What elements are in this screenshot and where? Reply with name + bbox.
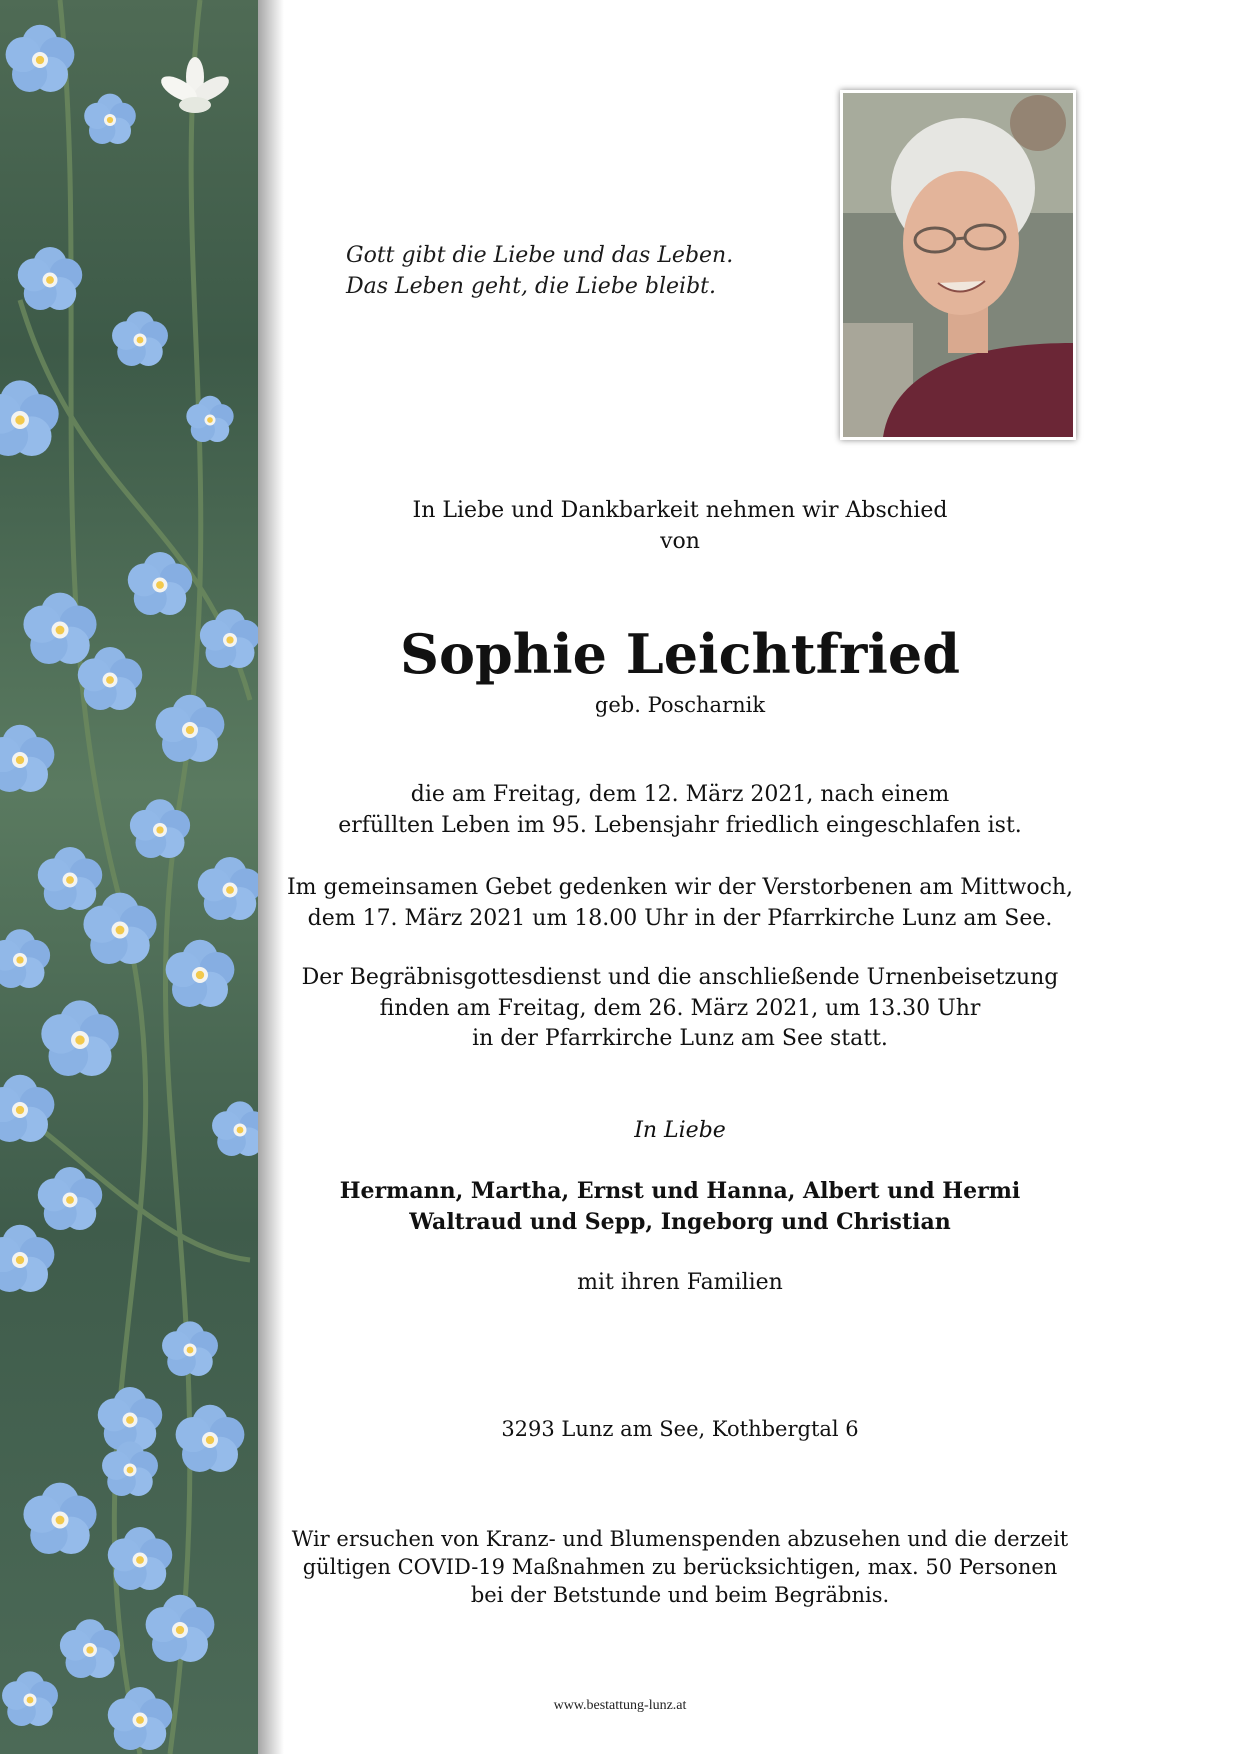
floral-side-panel <box>0 0 258 1754</box>
memorial-quote <box>346 240 746 302</box>
family-line: Waltraud und Sepp, Ingeborg und Christian <box>409 1208 951 1235</box>
paragraph-line: die am Freitag, dem 12. März 2021, nach einem <box>410 782 950 807</box>
panel-shadow <box>258 0 284 1754</box>
in-love-heading: In Liebe <box>634 1118 726 1143</box>
paragraph-line: erfüllten Leben im 95. Lebensjahr friedlich eingeschlafen ist. <box>338 812 1022 838</box>
covid-notice <box>284 1525 1076 1609</box>
family-line: Hermann, Martha, Ernst und Hanna, Albert und Hermi <box>339 1178 1021 1204</box>
paragraph-line: Im gemeinsamen Gebet gedenken wir der Verstorbenen am Mittwoch, <box>286 875 1074 900</box>
paragraph-line: dem 17. März 2021 um 18.00 Uhr in der Pfarrkirche Lunz am See. <box>307 905 1053 931</box>
deceased-name: Sophie Leichtfried <box>400 622 960 686</box>
portrait-photo <box>840 90 1076 440</box>
notice-line: gültigen COVID-19 Maßnahmen zu berücksichtigen, max. 50 Personen <box>302 1555 1058 1579</box>
paragraph-line: Der Begräbnisgottesdienst und die anschließende Urnenbeisetzung <box>301 965 1059 990</box>
funeral-paragraph <box>284 963 1076 1055</box>
prayer-paragraph <box>284 873 1076 934</box>
intro-line: von <box>660 529 700 554</box>
family-names <box>284 1176 1076 1237</box>
with-families: mit ihren Familien <box>577 1270 783 1295</box>
notice-line: Wir ersuchen von Kranz- und Blumenspenden abzusehen und die derzeit <box>291 1527 1069 1551</box>
death-notice-paragraph <box>284 780 1076 841</box>
family-address: 3293 Lunz am See, Kothbergtal 6 <box>501 1417 859 1441</box>
quote-line: Das Leben geht, die Liebe bleibt. <box>346 274 717 299</box>
farewell-intro <box>284 495 1076 557</box>
quote-line: Gott gibt die Liebe und das Leben. <box>346 243 734 268</box>
website-link[interactable]: www.bestattung-lunz.at <box>553 1698 687 1713</box>
maiden-name: geb. Poscharnik <box>594 693 766 717</box>
intro-line: In Liebe und Dankbarkeit nehmen wir Abschied <box>412 498 948 523</box>
forget-me-not-flowers-image <box>0 0 258 1754</box>
notice-line: bei der Betstunde und beim Begräbnis. <box>470 1583 890 1607</box>
paragraph-line: finden am Freitag, dem 26. März 2021, um 13.30 Uhr <box>379 995 981 1021</box>
paragraph-line: in der Pfarrkirche Lunz am See statt. <box>472 1026 888 1051</box>
